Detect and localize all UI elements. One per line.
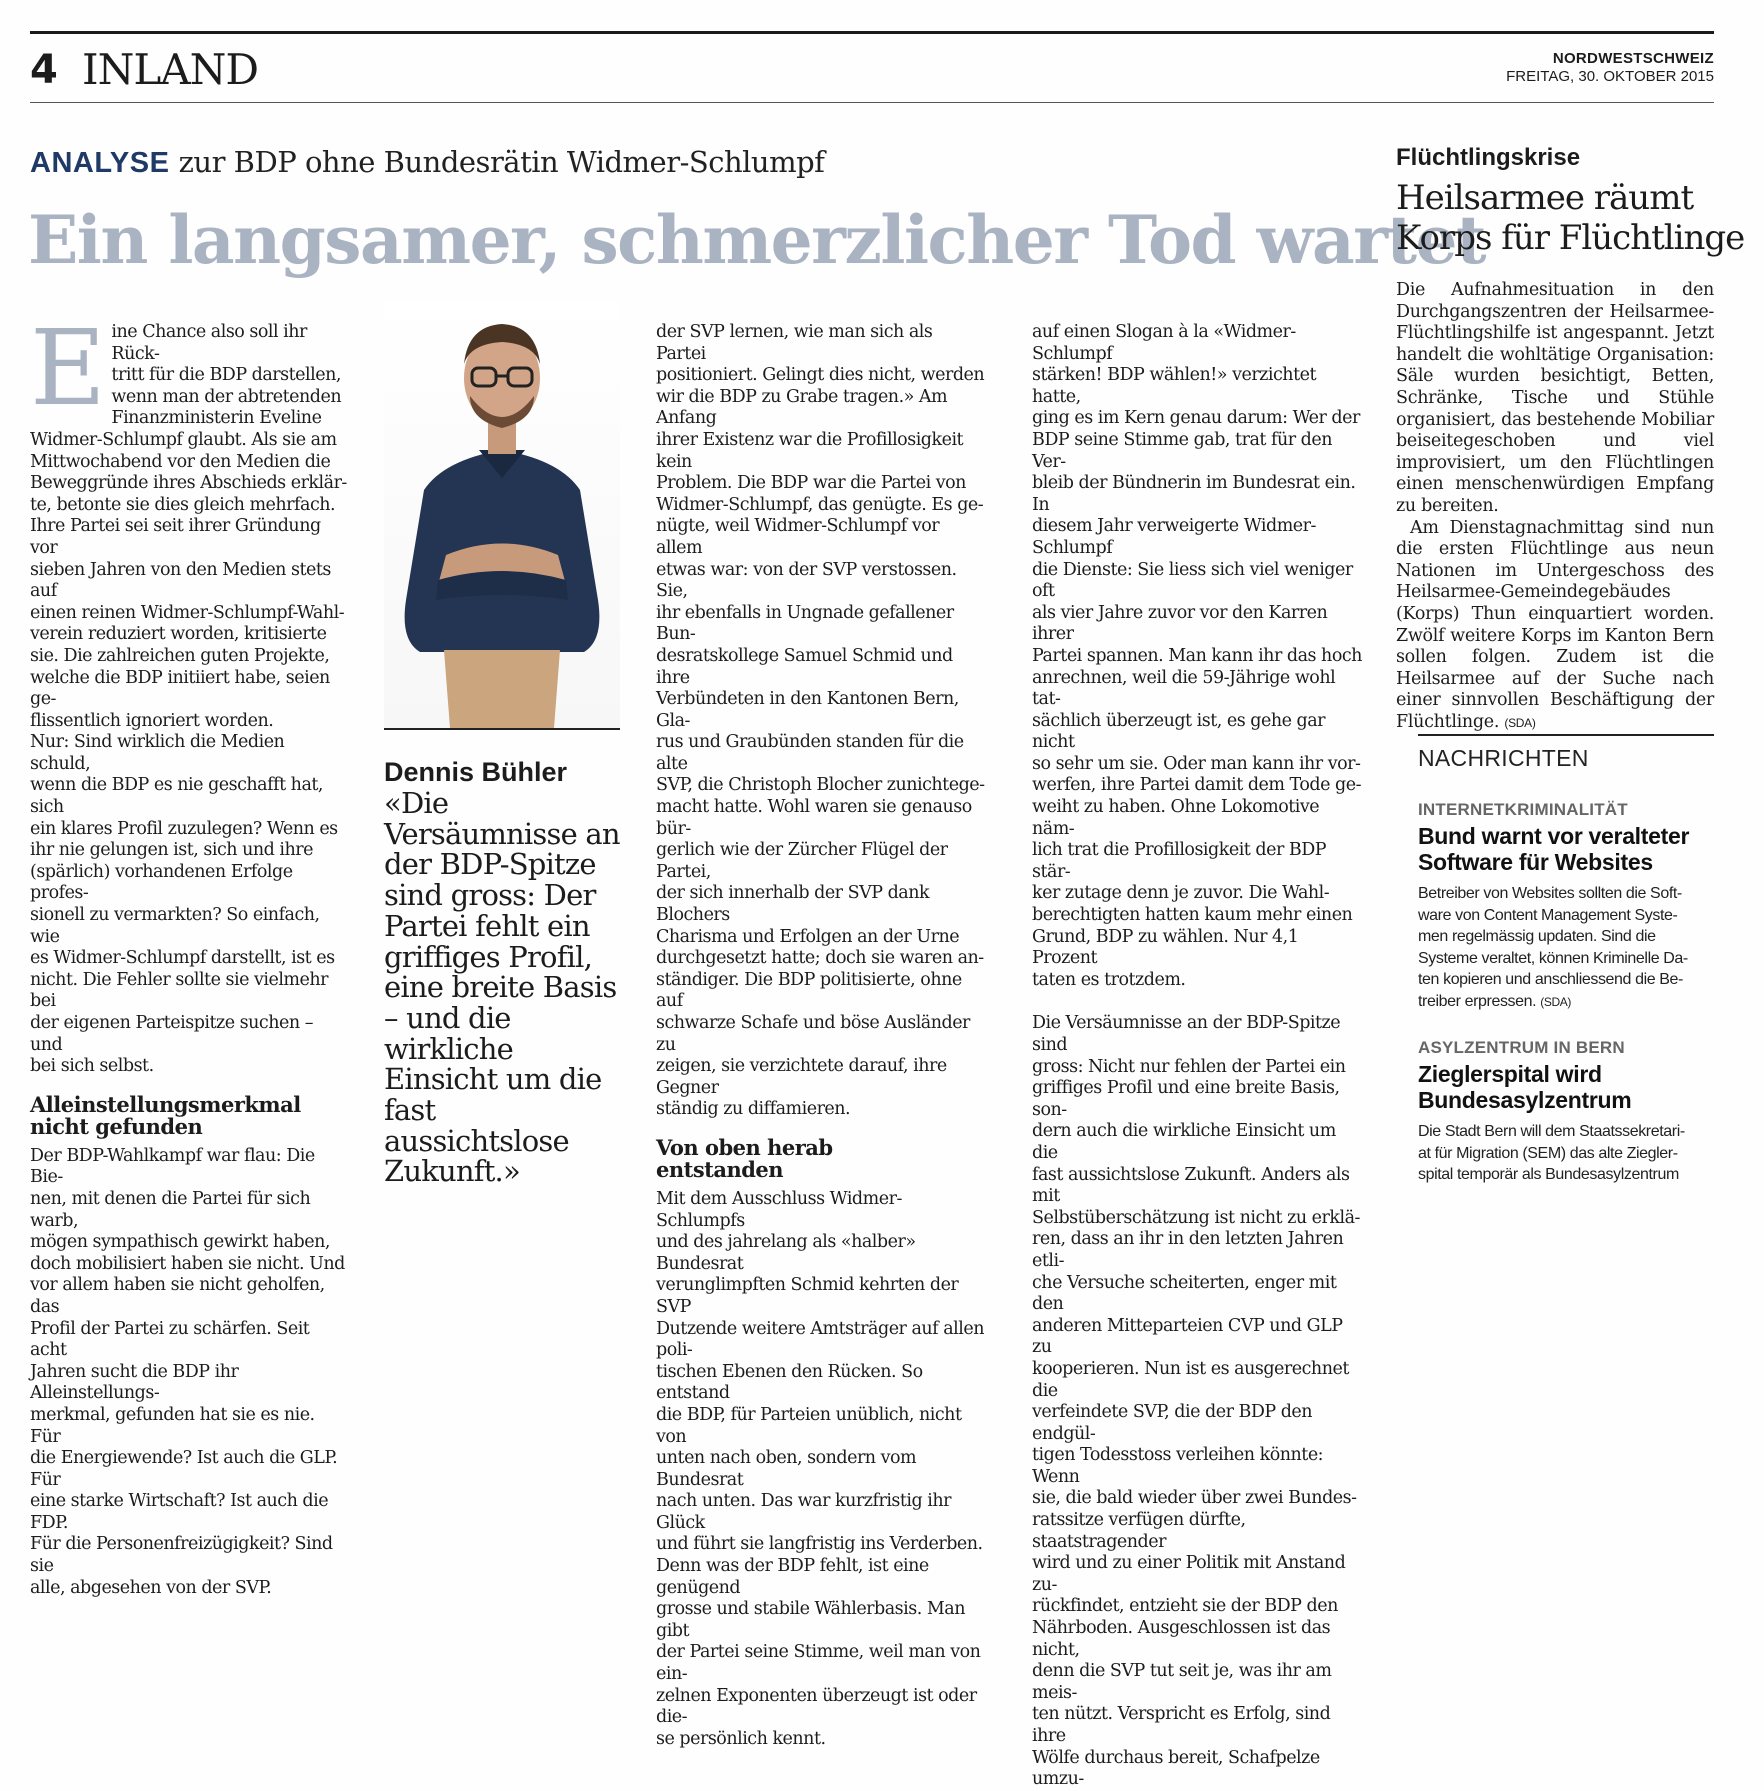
subheading-line: Alleinstellungsmerkmal <box>30 1091 301 1117</box>
text-line: desratskollege Samuel Schmid und ihre <box>656 645 953 688</box>
news-rule <box>1418 734 1714 736</box>
text-line: Grund, BDP zu wählen. Nur 4,1 Prozent <box>1032 926 1299 969</box>
text-line: taten es trotzdem. <box>1032 969 1186 990</box>
text-line: Selbstüberschätzung ist nicht zu erklä- <box>1032 1207 1360 1228</box>
text-line: Nur: Sind wirklich die Medien schuld, <box>30 732 285 774</box>
news-body-line: men regelmässig updaten. Sind die <box>1418 928 1656 946</box>
text-line: werfen, ihre Partei damit dem Tode ge- <box>1032 775 1362 796</box>
text-line: berechtigten hatten kaum mehr einen <box>1032 905 1353 926</box>
text-line: Ihre Partei sei seit ihrer Gründung vor <box>30 516 321 558</box>
text-line: (spärlich) vorhandenen Erfolge profes- <box>30 861 293 904</box>
text-line: Die Versäumnisse an der BDP-Spitze sind <box>1032 1013 1341 1055</box>
author-portrait-illustration <box>384 300 620 728</box>
text-line: verunglimpften Schmid kehrten der SVP <box>656 1275 959 1317</box>
lead-line: ine Chance also soll ihr Rück- <box>111 322 307 364</box>
text-line: merkmal, gefunden hat sie es nie. Für <box>30 1404 315 1447</box>
text-line: nügte, weil Widmer-Schlumpf vor allem <box>656 516 940 558</box>
text-line: rus und Graubünden standen für die alte <box>656 732 964 774</box>
drop-cap: E <box>30 307 106 429</box>
sidebar-headline-line: Korps für Flüchtlinge <box>1396 218 1745 258</box>
sidebar-headline <box>1396 178 1744 258</box>
text-line: tischen Ebenen den Rücken. So entstand <box>656 1361 923 1404</box>
text-line: mögen sympathisch gewirkt haben, <box>30 1232 330 1253</box>
text-line: denn die SVP tut seit je, was ihr am meis- <box>1032 1661 1332 1703</box>
text-line: Mittwochabend vor den Medien die <box>30 451 331 472</box>
text-line: die Dienste: Sie liess sich viel weniger oft <box>1032 559 1353 602</box>
text-line: ihrer Existenz war die Profillosigkeit kein <box>656 429 964 472</box>
text-line: flissentlich ignoriert worden. <box>30 710 274 731</box>
text-line: SVP, die Christoph Blocher zunichtege- <box>656 775 985 796</box>
text-line: diesem Jahr verweigerte Widmer-Schlumpf <box>1032 516 1316 558</box>
text-line: bei sich selbst. <box>30 1056 154 1077</box>
text-line: etwas war: von der SVP verstossen. Sie, <box>656 559 957 602</box>
text-line: nicht. Die Fehler sollte sie vielmehr bei <box>30 969 329 1012</box>
text-line: schwarze Schafe und böse Ausländer zu <box>656 1013 970 1055</box>
news-body-line: treiber erpressen. <box>1418 992 1537 1010</box>
text-line: anrechnen, weil die 59-Jährige wohl tat- <box>1032 667 1336 710</box>
text-line: vor allem haben sie nicht geholfen, das <box>30 1275 325 1317</box>
text-line: Widmer-Schlumpf, das genügte. Es ge- <box>656 494 984 515</box>
text-line: Problem. Die BDP war die Partei von <box>656 473 966 494</box>
news-body-line: Systeme veraltet, können Kriminelle Da- <box>1418 949 1688 967</box>
text-line: gross: Nicht nur fehlen der Partei ein <box>1032 1056 1346 1077</box>
text-line: ständig zu diffamieren. <box>656 1099 851 1120</box>
text-line: der Partei seine Stimme, weil man von ein- <box>656 1642 981 1685</box>
text-line: nach unten. Das war kurzfristig ihr Glück <box>656 1491 952 1533</box>
subheading-line: Von oben herab <box>656 1134 833 1160</box>
sidebar-paragraph-text: Am Dienstagnachmittag sind nun die ersten Flüchtlinge aus neun Nationen im Untergeschoss des Heilsarmee-Gemeindegebäudes (Korps) Thun einquartiert worden. Zwölf weitere Korps im Kanton Bern sollen folgen. Zudem ist die Heilsarmee auf der Suche nach einer sinnvollen Beschäftigung der Flüchtlinge. <box>1396 517 1714 732</box>
text-line: Denn was der BDP fehlt, ist eine genügend <box>656 1556 929 1598</box>
text-line: gerlich wie der Zürcher Flügel der Partei, <box>656 840 948 882</box>
text-line: Widmer-Schlumpf glaubt. Als sie am <box>30 429 337 450</box>
text-line: sie, die bald wieder über zwei Bundes- <box>1032 1488 1357 1509</box>
text-line: positioniert. Gelingt dies nicht, werden <box>656 365 985 386</box>
text-line: die BDP, für Parteien unüblich, nicht von <box>656 1404 962 1447</box>
text-line: che Versuche scheiterten, enger mit den <box>1032 1272 1337 1315</box>
text-line: wenn die BDP es nie geschafft hat, sich <box>30 775 323 818</box>
news-item <box>1418 1038 1718 1186</box>
sidebar-paragraph-2 <box>1396 518 1714 735</box>
text-line: rückfindet, entzieht sie der BDP den <box>1032 1596 1338 1617</box>
text-line: Profil der Partei zu schärfen. Seit acht <box>30 1318 310 1361</box>
text-line: die Energiewende? Ist auch die GLP. Für <box>30 1448 338 1490</box>
text-line: fast aussichtslose Zukunft. Anders als mit <box>1032 1164 1350 1207</box>
text-line: ständiger. Die BDP politisierte, ohne auf <box>656 969 962 1012</box>
text-line: sionell zu vermarkten? So einfach, wie <box>30 905 320 947</box>
news-kicker: INTERNETKRIMINALITÄT <box>1418 800 1628 819</box>
news-body-line: at für Migration (SEM) das alte Ziegler- <box>1418 1144 1678 1162</box>
lead-line: tritt für die BDP darstellen, <box>111 365 341 386</box>
subheading-line: nicht gefunden <box>30 1113 203 1139</box>
news-body <box>1418 1121 1718 1186</box>
text-line: unten nach oben, sondern vom Bundesrat <box>656 1448 917 1490</box>
text-line: als vier Jahre zuvor vor den Karren ihrer <box>1032 602 1328 645</box>
text-line: sieben Jahren von den Medien stets auf <box>30 559 331 602</box>
text-line: eine starke Wirtschaft? Ist auch die FDP. <box>30 1491 329 1533</box>
text-line: stärken! BDP wählen!» verzichtet hatte, <box>1032 365 1316 407</box>
article-column-1 <box>30 307 348 1599</box>
text-line: der sich innerhalb der SVP dank Blochers <box>656 883 930 926</box>
text-line: sie. Die zahlreichen guten Projekte, <box>30 645 330 666</box>
text-line: Mit dem Ausschluss Widmer-Schlumpfs <box>656 1188 902 1231</box>
pull-quote: «Die Versäumnisse an der BDP-Spitze sind gross: Der Partei fehlt ein griffiges Profil, eine breite Basis – und die wirkliche Einsicht um die fast aussichtslose Zukunft.» <box>384 786 620 1189</box>
quote-rule <box>384 728 620 730</box>
text-line: Verbündeten in den Kantonen Bern, Gla- <box>656 689 959 731</box>
text-line: ihr ebenfalls in Ungnade gefallener Bun- <box>656 602 954 645</box>
text-line: der eigenen Parteispitze suchen – und <box>30 1013 313 1055</box>
sidebar-paragraph: Die Aufnahmesituation in den Durchgangszentren der Heilsarmee-Flüchtlingshilfe ist angespannt. Jetzt handelt die wohltätige Organisation: Säle wurden besichtigt, Betten, Schränke, Tische und Stühle organisiert, das bestehende Mobiliar beiseitegeschoben und viel improvisiert, um den Flüchtlingen einen menschenwürdigen Empfang zu bereiten. <box>1396 280 1714 516</box>
text-line: ren, dass an ihr in den letzten Jahren etli- <box>1032 1229 1344 1271</box>
text-line: kooperieren. Nun ist es ausgerechnet die <box>1032 1358 1349 1401</box>
text-line: wir die BDP zu Grabe tragen.» Am Anfang <box>656 386 948 429</box>
news-body <box>1418 883 1718 1014</box>
section-title: INLAND <box>82 45 258 94</box>
kicker-text: zur BDP ohne Bundesrätin Widmer-Schlumpf <box>178 145 825 179</box>
article-headline: Ein langsamer, schmerzlicher Tod wartet <box>28 201 1485 279</box>
text-line: nen, mit denen die Partei für sich warb, <box>30 1188 311 1231</box>
kicker-word: ANALYSE <box>30 147 170 179</box>
text-line: Jahren sucht die BDP ihr Alleinstellungs- <box>30 1361 239 1404</box>
news-body-line: Betreiber von Websites sollten die Soft- <box>1418 885 1682 902</box>
text-line: griffiges Profil und eine breite Basis, son- <box>1032 1078 1340 1120</box>
author-name: Dennis Bühler <box>384 757 568 787</box>
text-line: ten nützt. Verspricht es Erfolg, sind ihre <box>1032 1704 1331 1746</box>
subheading <box>656 1134 986 1182</box>
text-line: ging es im Kern genau darum: Wer der <box>1032 408 1360 429</box>
text-line: auf einen Slogan à la «Widmer-Schlumpf <box>1032 322 1296 364</box>
text-line: wird und zu einer Politik mit Anstand zu- <box>1032 1553 1346 1595</box>
page-number: 4 <box>30 47 58 93</box>
text-line: ratssitze verfügen dürfte, staatstragender <box>1032 1510 1246 1552</box>
header-rule <box>30 102 1714 103</box>
text-line: es Widmer-Schlumpf darstellt, ist es <box>30 948 335 969</box>
text-line: Wölfe durchaus bereit, Schafpelze umzu- <box>1032 1747 1320 1790</box>
text-line: verein reduziert worden, kritisierte <box>30 624 327 645</box>
news-headline-line: Bund warnt vor veralteter <box>1418 823 1690 849</box>
news-body-line-last <box>1418 991 1718 1014</box>
news-headline-line: Bundesasylzentrum <box>1418 1087 1632 1113</box>
publication-name: NORDWESTSCHWEIZ <box>1552 50 1714 67</box>
paragraph-gap <box>1032 991 1362 1013</box>
text-line: dern auch die wirkliche Einsicht um die <box>1032 1121 1336 1163</box>
text-line: Dutzende weitere Amtsträger auf allen poli- <box>656 1318 984 1361</box>
text-line: der SVP lernen, wie man sich als Partei <box>656 322 933 364</box>
text-line: weiht zu haben. Ohne Lokomotive näm- <box>1032 797 1320 839</box>
text-line: tigen Todesstoss verleihen könnte: Wenn <box>1032 1445 1324 1487</box>
text-line: ker zutage denn je zuvor. Die Wahl- <box>1032 883 1330 904</box>
top-rule <box>30 31 1714 34</box>
article-column-3 <box>656 322 986 1750</box>
text-line: Für die Personenfreizügigkeit? Sind sie <box>30 1534 333 1577</box>
text-line: und des jahrelang als «halber» Bundesrat <box>656 1232 916 1274</box>
news-headline-line: Zieglerspital wird <box>1418 1061 1602 1087</box>
text-line: ihr nie gelungen ist, sich und ihre <box>30 840 314 861</box>
text-line: Partei spannen. Man kann ihr das hoch <box>1032 645 1362 666</box>
lead-line: wenn man der abtretenden <box>111 386 342 407</box>
text-line: alle, abgesehen von der SVP. <box>30 1577 272 1598</box>
text-line: so sehr um sie. Oder man kann ihr vor- <box>1032 753 1361 774</box>
article-column-4 <box>1032 322 1362 1791</box>
text-line: ein klares Profil zuzulegen? Wenn es <box>30 818 338 839</box>
text-line: verfeindete SVP, die der BDP den endgül- <box>1032 1402 1313 1444</box>
text-line: zelnen Exponenten überzeugt ist oder die- <box>656 1685 977 1728</box>
news-headline-line: Software für Websites <box>1418 849 1653 875</box>
text-line: Charisma und Erfolgen an der Urne <box>656 926 960 947</box>
text-line: BDP seine Stimme gab, trat für den Ver- <box>1032 429 1332 472</box>
article-kicker <box>30 144 824 181</box>
text-line: grosse und stabile Wählerbasis. Man gibt <box>656 1599 965 1641</box>
text-line: zeigen, sie verzichtete darauf, ihre Gegner <box>656 1056 947 1098</box>
news-body-line: ware von Content Management Syste- <box>1418 906 1678 924</box>
subheading-line: entstanden <box>656 1156 784 1182</box>
news-source: (SDA) <box>1540 994 1571 1009</box>
text-line: einen reinen Widmer-Schlumpf-Wahl- <box>30 602 345 623</box>
text-line: und führt sie langfristig ins Verderben. <box>656 1534 983 1555</box>
text-line: welche die BDP initiiert habe, seien ge- <box>30 667 330 710</box>
news-body-line: spital temporär als Bundesasylzentrum <box>1418 1166 1679 1184</box>
text-line: doch mobilisiert haben sie nicht. Und <box>30 1253 345 1274</box>
sidebar-source: (SDA) <box>1504 715 1536 730</box>
text-line: Beweggründe ihres Abschieds erklär- <box>30 473 347 494</box>
sidebar-kicker: Flüchtlingskrise <box>1396 144 1581 171</box>
text-line: sächlich überzeugt ist, es gehe gar nicht <box>1032 710 1326 753</box>
sidebar-headline-line: Heilsarmee räumt <box>1396 178 1694 218</box>
text-line: lich trat die Profillosigkeit der BDP stär- <box>1032 840 1327 882</box>
news-body-line: ten kopieren und anschliessend die Be- <box>1418 971 1683 989</box>
text-line: anderen Mitteparteien CVP und GLP zu <box>1032 1315 1343 1358</box>
text-line: bleib der Bündnerin im Bundesrat ein. In <box>1032 473 1356 515</box>
news-headline <box>1418 823 1718 875</box>
text-line: Der BDP-Wahlkampf war flau: Die Bie- <box>30 1145 315 1188</box>
news-label: NACHRICHTEN <box>1418 745 1589 771</box>
subheading <box>30 1091 348 1139</box>
text-line: macht hatte. Wohl waren sie genauso bür- <box>656 797 972 839</box>
text-line: Nährboden. Ausgeschlossen ist das nicht, <box>1032 1618 1331 1660</box>
news-kicker: ASYLZENTRUM IN BERN <box>1418 1038 1625 1057</box>
text-line: se persönlich kennt. <box>656 1728 826 1749</box>
lead-line: Finanzministerin Eveline <box>111 408 322 429</box>
news-headline <box>1418 1061 1718 1113</box>
publication-date: FREITAG, 30. OKTOBER 2015 <box>1506 68 1714 85</box>
news-item <box>1418 800 1718 1014</box>
author-photo <box>384 300 620 728</box>
sidebar-body <box>1396 280 1714 734</box>
news-body-line: Die Stadt Bern will dem Staatssekretari- <box>1418 1123 1685 1140</box>
text-line: durchgesetzt hatte; doch sie waren an- <box>656 948 984 969</box>
text-line: te, betonte sie dies gleich mehrfach. <box>30 494 336 515</box>
